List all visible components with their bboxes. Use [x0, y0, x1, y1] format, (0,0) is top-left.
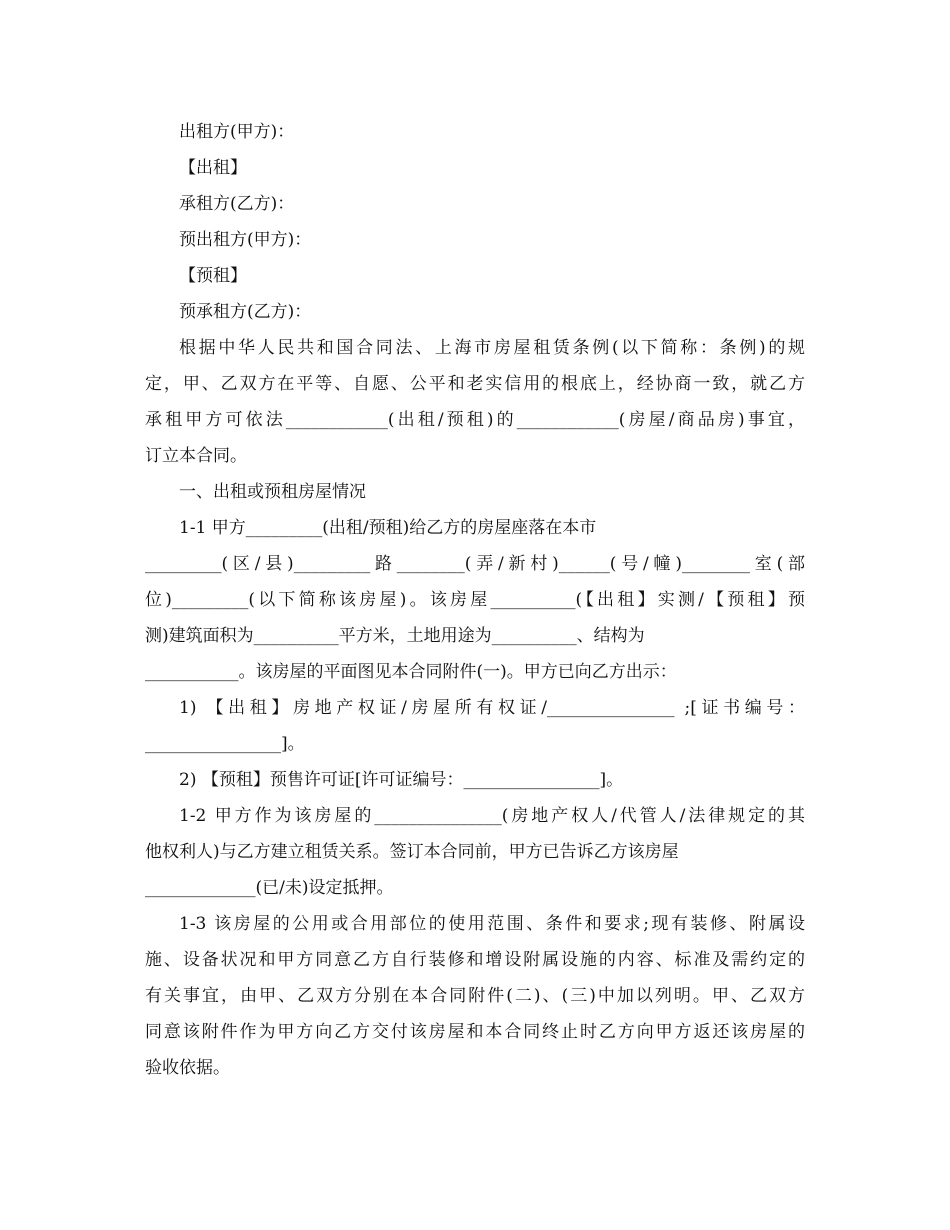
text-line: 位)_________(以下简称该房屋)。该房屋__________(【出租】实测/【预租】预 — [145, 590, 805, 610]
text-line: 施、设备状况和甲方同意乙方自行装修和增设附属设施的内容、标准及需约定的 — [145, 950, 805, 970]
text-line: ___________。该房屋的平面图见本合同附件(一)。甲方已向乙方出示： — [145, 662, 677, 682]
text-line: 一、出租或预租房屋情况 — [179, 482, 366, 502]
text-line: _________(区/县)_________路________(弄/新村)______(号/幢)________室(部 — [145, 554, 805, 574]
text-line: 同意该附件作为甲方向乙方交付该房屋和本合同终止时乙方向甲方返还该房屋的 — [145, 1022, 805, 1042]
text-line: 有关事宜，由甲、乙双方分别在本合同附件(二)、(三)中加以列明。甲、乙双方 — [145, 986, 805, 1006]
text-line: 测)建筑面积为__________平方米，土地用途为__________、结构为 — [145, 626, 645, 646]
text-line: 承租甲方可依法____________(出租/预租)的____________(房屋/商品房)事宜， — [145, 410, 805, 430]
text-line: _____________(已/未)设定抵押。 — [145, 878, 394, 898]
text-line: ________________]。 — [145, 734, 305, 754]
text-line: 他权利人)与乙方建立租赁关系。签订本合同前，甲方已告诉乙方该房屋 — [145, 842, 679, 862]
contract-body — [145, 114, 805, 1086]
text-line: 订立本合同。 — [145, 446, 247, 466]
text-line: 根据中华人民共和国合同法、上海市房屋租赁条例(以下简称：条例)的规 — [179, 338, 805, 358]
text-line: 1-3 该房屋的公用或合用部位的使用范围、条件和要求;现有装修、附属设 — [179, 914, 805, 934]
text-line: 承租方(乙方)： — [179, 194, 295, 214]
text-line: 验收依据。 — [145, 1058, 230, 1078]
text-line: 预承租方(乙方)： — [179, 302, 312, 322]
text-line: 1-2 甲方作为该房屋的_______________(房地产权人/代管人/法律规定的其 — [179, 806, 805, 826]
text-line: 【预租】 — [179, 266, 247, 286]
text-line: 1-1 甲方_________(出租/预租)给乙方的房屋座落在本市 — [179, 518, 597, 538]
text-line: 2) 【预租】预售许可证[许可证编号：________________]。 — [179, 770, 624, 790]
text-line: 预出租方(甲方)： — [179, 230, 312, 250]
text-line: 1) 【出租】房地产权证/房屋所有权证/_______________ ;[证书编号： — [179, 698, 805, 718]
text-line: 出租方(甲方)： — [179, 122, 295, 142]
text-line: 【出租】 — [179, 158, 247, 178]
text-line: 定，甲、乙双方在平等、自愿、公平和老实信用的根底上，经协商一致，就乙方 — [145, 374, 805, 394]
